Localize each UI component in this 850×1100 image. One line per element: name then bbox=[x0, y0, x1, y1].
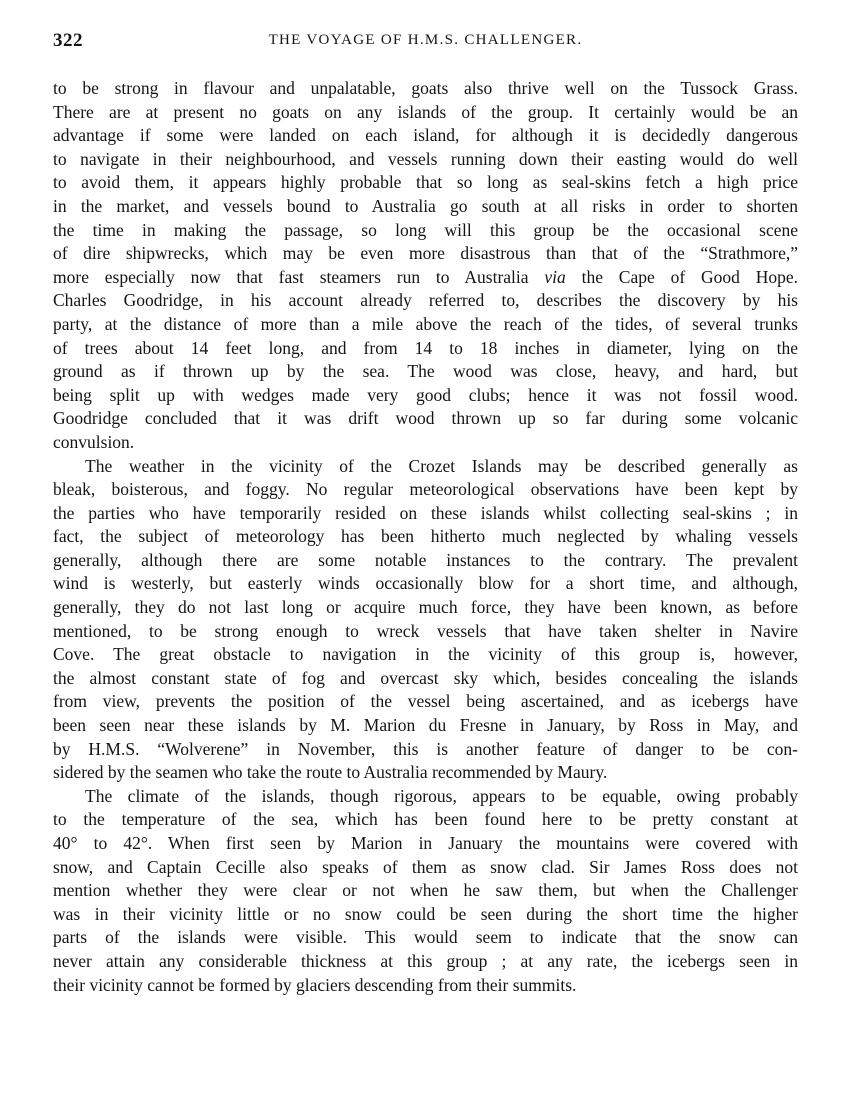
text-line: advantage if some were landed on each island, for although it is decidedly dangerous bbox=[53, 125, 798, 146]
text-line: never attain any considerable thickness at this group ; at any rate, the icebergs seen in bbox=[53, 950, 798, 971]
text-line: being split up with wedges made very good clubs; hence it was not fossil wood. bbox=[53, 384, 798, 405]
text-line: Charles Goodridge, in his account already referred to, describes the discovery by his bbox=[53, 290, 798, 311]
paragraph-1 bbox=[53, 77, 798, 455]
text-line: generally, although there are some notable instances to the contrary. The prevalent bbox=[53, 549, 798, 570]
text-line: was in their vicinity little or no snow could be seen during the short time the higher bbox=[53, 903, 798, 924]
text-line: been seen near these islands by M. Marion du Fresne in January, by Ross in May, and bbox=[53, 715, 798, 736]
text-line: mention whether they were clear or not when he saw them, but when the Challenger bbox=[53, 880, 798, 901]
text-line: generally, they do not last long or acquire much force, they have been known, as before bbox=[53, 597, 798, 618]
text-line: Goodridge concluded that it was drift wood thrown up so far during some volcanic bbox=[53, 408, 798, 429]
text-line: ground as if thrown up by the sea. The wood was close, heavy, and hard, but bbox=[53, 361, 798, 382]
text-line: more especially now that fast steamers run to Australia via the Cape of Good Hope. bbox=[53, 266, 798, 287]
paragraph-2 bbox=[53, 455, 798, 785]
text-line: of dire shipwrecks, which may be even more disastrous than that of the “Strathmore,” bbox=[53, 243, 798, 264]
running-title: THE VOYAGE OF H.M.S. CHALLENGER. bbox=[268, 32, 583, 48]
paragraph-3 bbox=[53, 785, 798, 997]
text-line: the parties who have temporarily resided on these islands whilst collecting seal-skins ; in bbox=[53, 502, 798, 523]
text-line: fact, the subject of meteorology has been hitherto much neglected by whaling vessels bbox=[53, 526, 798, 547]
text-line: mentioned, to be strong enough to wreck vessels that have taken shelter in Navire bbox=[53, 620, 798, 641]
text-line: 40° to 42°. When first seen by Marion in January the mountains were covered with bbox=[53, 833, 798, 853]
text-line: snow, and Captain Cecille also speaks of them as snow clad. Sir James Ross does not bbox=[53, 856, 798, 877]
text-line: There are at present no goats on any islands of the group. It certainly would be an bbox=[53, 101, 798, 122]
text-line: bleak, boisterous, and foggy. No regular meteorological observations have been kept by bbox=[53, 479, 798, 500]
text-line: in the market, and vessels bound to Australia go south at all risks in order to shorten bbox=[53, 195, 798, 216]
text-line: their vicinity cannot be formed by glaciers descending from their summits. bbox=[53, 974, 577, 995]
text-line: the time in making the passage, so long will this group be the occasional scene bbox=[53, 219, 798, 240]
text-line: Cove. The great obstacle to navigation in the vicinity of this group is, however, bbox=[53, 644, 798, 665]
text-line: to be strong in flavour and unpalatable, goats also thrive well on the Tussock Grass. bbox=[53, 78, 798, 98]
text-line: to avoid them, it appears highly probable that so long as seal-skins fetch a high price bbox=[53, 172, 798, 193]
text-line: convulsion. bbox=[53, 431, 135, 452]
text-line: The weather in the vicinity of the Crozet Islands may be described generally as bbox=[85, 455, 798, 476]
text-line: The climate of the islands, though rigorous, appears to be equable, owing probably bbox=[85, 785, 798, 806]
text-line: by H.M.S. “Wolverene” in November, this is another feature of danger to be con- bbox=[53, 738, 798, 759]
text-line: sidered by the seamen who take the route to Australia recommended by Maury. bbox=[53, 762, 608, 783]
text-line: to the temperature of the sea, which has been found here to be pretty constant at bbox=[53, 809, 798, 830]
text-line: parts of the islands were visible. This would seem to indicate that the snow can bbox=[53, 927, 798, 948]
text-line: to navigate in their neighbourhood, and vessels running down their easting would do well bbox=[53, 148, 798, 169]
body-text bbox=[53, 77, 798, 997]
text-line: of trees about 14 feet long, and from 14 to 18 inches in diameter, lying on the bbox=[53, 337, 798, 358]
page-header bbox=[53, 30, 798, 60]
text-line: party, at the distance of more than a mile above the reach of the tides, of several trunks bbox=[53, 313, 798, 334]
text-line: wind is westerly, but easterly winds occasionally blow for a short time, and although, bbox=[53, 573, 798, 594]
text-line: the almost constant state of fog and overcast sky which, besides concealing the islands bbox=[53, 667, 798, 688]
page-number: 322 bbox=[53, 30, 83, 51]
text-line: from view, prevents the position of the vessel being ascertained, and as icebergs have bbox=[53, 691, 798, 712]
